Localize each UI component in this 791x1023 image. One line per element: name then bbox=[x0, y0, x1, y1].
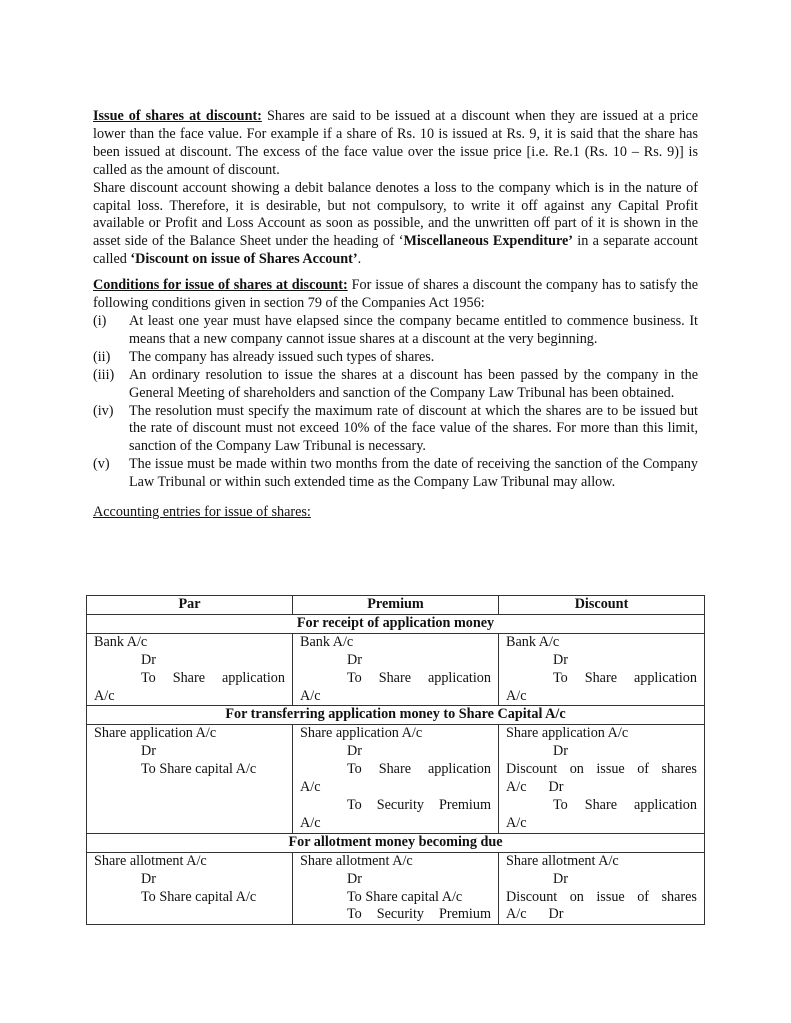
discount-heading: Issue of shares at discount: bbox=[93, 108, 262, 124]
entry-word: To bbox=[553, 796, 568, 813]
list-item-number: (ii) bbox=[93, 348, 111, 365]
misc-expenditure-term: Miscellaneous Expenditure’ bbox=[403, 233, 574, 250]
entry-word: Premium bbox=[438, 906, 491, 923]
list-item-text: The resolution must specify the maximum rate of discount at which the shares are to be issued but the rate of discount must not exceed 10% of the face value of the shares. For more than this limit, sanction of the Company Law Tribunal is necessary. bbox=[129, 402, 698, 455]
entry-debit: Share application A/c bbox=[300, 725, 423, 742]
entry-ac: A/c bbox=[506, 814, 527, 831]
entry-dr: Dr bbox=[141, 651, 156, 668]
accounting-entries-title: Accounting entries for issue of shares: bbox=[93, 504, 311, 521]
entry-word: application bbox=[633, 669, 697, 686]
entry-credit bbox=[94, 670, 285, 688]
section-row bbox=[87, 706, 705, 725]
discount-cell bbox=[499, 633, 705, 706]
list-item bbox=[93, 349, 698, 367]
entry-ac: A/c bbox=[506, 687, 527, 704]
entry-debit bbox=[506, 889, 697, 907]
discount-account-term: ‘Discount on issue of Shares Account’ bbox=[130, 251, 358, 268]
entry-word: Share bbox=[584, 796, 618, 813]
entry-credit: To Share capital A/c bbox=[141, 888, 257, 905]
list-item-number: (iii) bbox=[93, 366, 115, 383]
entry-debit: Share application A/c bbox=[506, 725, 629, 742]
list-item-number: (i) bbox=[93, 312, 107, 329]
table-header-row bbox=[87, 596, 705, 615]
entry-dr: Dr bbox=[141, 870, 156, 887]
entry-word: Dr bbox=[548, 906, 564, 923]
entry-credit bbox=[300, 906, 491, 924]
entry-dr: Dr bbox=[347, 651, 362, 668]
para2-start: Share discount account showing a debit balance denotes a loss to the company which is in the nature of capital loss. Therefore, it is desirable, but not compulsory, to write it off against any Capital Profit available or Profit and Loss Account as soon as possible, and the unwritten off part of it is shown in the asset side of the Balance Sheet under the heading of ‘ bbox=[93, 179, 698, 250]
entry-credit: To Share capital A/c bbox=[347, 888, 463, 905]
entry-word: To bbox=[553, 669, 568, 686]
premium-cell bbox=[293, 852, 499, 925]
entry-debit: Bank A/c bbox=[94, 633, 148, 650]
discount-intro: Shares are said to be issued at a discount when they are issued at a price lower than the face value. For example if a share of Rs. 10 is issued at Rs. 9, it is said that the share has been issued at discount. The excess of the face value over the issue price [i.e. Re.1 (Rs. 10 – Rs. 9)] is called as the amount of discount. bbox=[93, 108, 698, 178]
entry-credit bbox=[300, 670, 491, 688]
section-row bbox=[87, 833, 705, 852]
document-body bbox=[93, 108, 698, 522]
discount-cell bbox=[499, 725, 705, 833]
par-cell bbox=[87, 852, 293, 925]
header-premium: Premium bbox=[293, 596, 499, 615]
conditions-heading: Conditions for issue of shares at discount: bbox=[93, 277, 348, 294]
share-discount-paragraph bbox=[93, 180, 698, 270]
entry-ac-dr bbox=[506, 906, 697, 924]
entry-word: Security bbox=[376, 796, 425, 813]
section-allotment-due: For allotment money becoming due bbox=[87, 833, 705, 852]
entry-word: Share bbox=[172, 669, 206, 686]
entry-word: Discount bbox=[506, 888, 558, 905]
entry-dr: Dr bbox=[553, 743, 568, 760]
entry-credit bbox=[506, 670, 697, 688]
list-item-text: The issue must be made within two months from the date of receiving the sanction of the Company Law Tribunal or within such extended time as the Company Law Tribunal may allow. bbox=[129, 456, 698, 491]
list-item-number: (iv) bbox=[93, 402, 114, 419]
entry-debit: Bank A/c bbox=[506, 633, 560, 650]
entry-credit: To Share capital A/c bbox=[141, 761, 257, 778]
entry-dr: Dr bbox=[553, 870, 568, 887]
section-application-receipt: For receipt of application money bbox=[87, 614, 705, 633]
entry-word: issue bbox=[596, 761, 625, 778]
entry-dr: Dr bbox=[347, 743, 362, 760]
entry-ac: A/c bbox=[300, 814, 321, 831]
entry-ac-dr bbox=[506, 779, 697, 797]
entry-word: of bbox=[637, 761, 650, 778]
entry-word: Share bbox=[378, 761, 412, 778]
entry-word: Discount bbox=[506, 761, 558, 778]
entry-word: To bbox=[141, 669, 156, 686]
entry-ac: A/c bbox=[300, 687, 321, 704]
table-row bbox=[87, 725, 705, 833]
entry-word: Share bbox=[584, 669, 618, 686]
entry-word: To bbox=[347, 669, 362, 686]
entry-debit: Bank A/c bbox=[300, 633, 354, 650]
entry-word: application bbox=[221, 669, 285, 686]
entry-word: A/c bbox=[506, 779, 527, 796]
entry-debit: Share application A/c bbox=[94, 725, 217, 742]
entry-credit bbox=[300, 797, 491, 815]
entry-word: shares bbox=[661, 761, 697, 778]
conditions-paragraph bbox=[93, 277, 698, 313]
entry-word: To bbox=[347, 761, 362, 778]
entry-credit bbox=[506, 797, 697, 815]
table-row bbox=[87, 852, 705, 925]
list-item-text: At least one year must have elapsed since the company became entitled to commence business. It means that a new company cannot issue shares at a discount at the very beginning. bbox=[129, 312, 698, 347]
entry-word: Security bbox=[376, 906, 425, 923]
entry-word: of bbox=[637, 888, 650, 905]
entry-word: application bbox=[427, 761, 491, 778]
discount-paragraph bbox=[93, 108, 698, 180]
table-row bbox=[87, 633, 705, 706]
entry-word: To bbox=[347, 796, 362, 813]
list-item bbox=[93, 367, 698, 403]
par-cell bbox=[87, 725, 293, 833]
entry-word: on bbox=[569, 761, 584, 778]
entry-dr: Dr bbox=[553, 651, 568, 668]
premium-cell bbox=[293, 725, 499, 833]
section-row bbox=[87, 614, 705, 633]
entry-debit: Share allotment A/c bbox=[506, 852, 619, 869]
entry-debit bbox=[506, 761, 697, 779]
header-par: Par bbox=[87, 596, 293, 615]
entry-word: To bbox=[347, 906, 362, 923]
list-item bbox=[93, 403, 698, 457]
entry-ac: A/c bbox=[300, 779, 321, 796]
entry-word: on bbox=[569, 888, 584, 905]
entry-debit: Share allotment A/c bbox=[94, 852, 207, 869]
list-item bbox=[93, 313, 698, 349]
entry-word: application bbox=[633, 796, 697, 813]
entry-word: A/c bbox=[506, 906, 527, 923]
entry-dr: Dr bbox=[141, 743, 156, 760]
par-cell bbox=[87, 633, 293, 706]
para2-end: . bbox=[357, 251, 362, 268]
entry-word: Dr bbox=[548, 779, 564, 796]
entry-word: application bbox=[427, 669, 491, 686]
section-transfer-application: For transferring application money to Share Capital A/c bbox=[87, 706, 705, 725]
list-item-text: The company has already issued such types of shares. bbox=[129, 348, 435, 365]
para2-mid: in a separate account called bbox=[93, 233, 698, 268]
header-discount: Discount bbox=[499, 596, 705, 615]
conditions-list bbox=[93, 313, 698, 492]
list-item-text: An ordinary resolution to issue the shares at a discount has been passed by the company in the General Meeting of shareholders and sanction of the Company Law Tribunal has been obtained. bbox=[129, 366, 698, 401]
list-item bbox=[93, 456, 698, 492]
conditions-intro: For issue of shares a discount the company has to satisfy the following conditions given in section 79 of the Companies Act 1956: bbox=[93, 277, 698, 312]
entry-credit bbox=[300, 761, 491, 779]
entry-word: shares bbox=[661, 888, 697, 905]
entry-word: Share bbox=[378, 669, 412, 686]
entry-word: Premium bbox=[438, 796, 491, 813]
entry-ac: A/c bbox=[94, 687, 115, 704]
accounting-entries-table bbox=[86, 595, 705, 925]
entry-debit: Share allotment A/c bbox=[300, 852, 413, 869]
entry-dr: Dr bbox=[347, 870, 362, 887]
discount-cell bbox=[499, 852, 705, 925]
entry-word: issue bbox=[596, 888, 625, 905]
premium-cell bbox=[293, 633, 499, 706]
list-item-number: (v) bbox=[93, 456, 110, 473]
